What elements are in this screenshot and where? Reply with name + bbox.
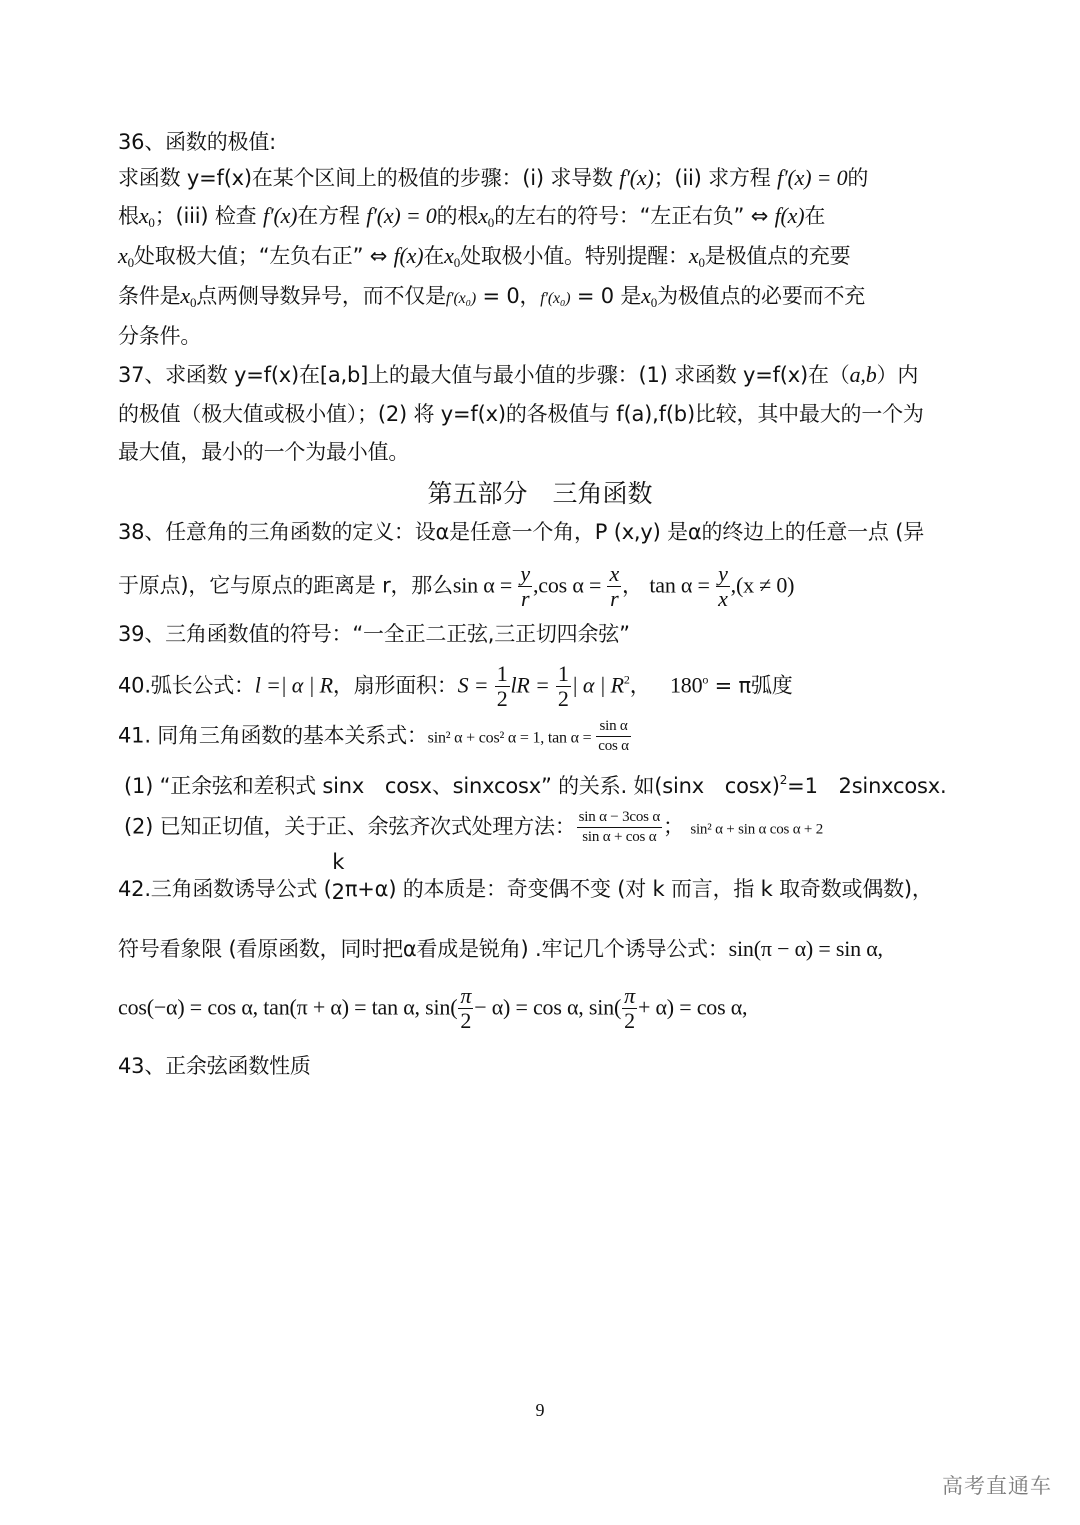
text-run: 39、三角函数值的符号：“一全正二正弦,三正切四余弦” bbox=[118, 622, 630, 646]
section-37-line-1 bbox=[118, 360, 918, 390]
text-run: 180 bbox=[669, 672, 703, 698]
section-36-heading bbox=[118, 127, 276, 157]
text-run: (1) “正余弦和差积式 sinx cosx、sinxcosx” 的关系. 如(sinx cosx) bbox=[124, 774, 780, 798]
text-run: tan α = bbox=[649, 572, 716, 598]
section-36-line-4 bbox=[118, 281, 865, 318]
section-42-line-1 bbox=[118, 850, 933, 907]
text-run: k bbox=[332, 850, 345, 874]
text-run: 2 bbox=[458, 1008, 473, 1033]
text-run: l =| α | R bbox=[254, 672, 333, 698]
section-36-line-5 bbox=[118, 321, 201, 351]
text-run: 根 bbox=[118, 204, 139, 228]
section-40 bbox=[118, 662, 793, 711]
text-run: ；(ii) 求方程 bbox=[653, 166, 778, 190]
text-run: x bbox=[718, 586, 728, 611]
section-41-point-1 bbox=[124, 765, 946, 801]
text-run: x bbox=[180, 283, 190, 308]
page-number: 9 bbox=[535, 1400, 545, 1420]
text-run: 的根 bbox=[436, 204, 479, 228]
text-run: ,cos α = bbox=[533, 572, 607, 598]
text-run: 0 bbox=[127, 255, 134, 270]
text-run: | α | R bbox=[571, 672, 624, 698]
text-run: ，扇形面积： bbox=[332, 673, 458, 698]
text-run: 40.弧长公式： bbox=[118, 673, 255, 698]
text-run: 的 bbox=[847, 166, 869, 190]
text-run: f′(x₀) bbox=[445, 290, 476, 307]
text-run: lR = bbox=[510, 672, 555, 698]
section-43-heading bbox=[118, 1051, 311, 1081]
fraction-y-over-r bbox=[518, 562, 532, 611]
text-run: =1 2sinxcosx. bbox=[787, 774, 947, 798]
text-run: 在方程 bbox=[297, 204, 367, 228]
part-title: 第五部分 三角函数 bbox=[427, 479, 653, 508]
text-run: 0 bbox=[698, 255, 705, 270]
text-run: x bbox=[609, 561, 620, 586]
watermark: 高考直通车 bbox=[942, 1474, 1052, 1498]
text-run: 分条件。 bbox=[118, 324, 202, 348]
fraction bbox=[622, 984, 637, 1033]
text-run: 41. 同角三角函数的基本关系式： bbox=[118, 723, 428, 748]
text-run: f′(x) = 0 bbox=[366, 203, 437, 228]
text-run: 处取极大值；“左负右正” bbox=[133, 244, 370, 268]
text-run: 0 bbox=[487, 215, 495, 230]
text-run: r bbox=[607, 586, 621, 611]
text-run: 2 bbox=[496, 686, 508, 711]
text-run: ， bbox=[622, 573, 643, 598]
text-run: 2 bbox=[623, 672, 630, 687]
text-run: 2 bbox=[779, 773, 788, 787]
text-run: 于原点)，它与原点的距离是 r，那么 bbox=[118, 573, 453, 598]
text-run: x bbox=[641, 283, 651, 308]
text-run: 在 bbox=[804, 204, 826, 228]
text-run: x bbox=[118, 243, 128, 268]
text-run: x bbox=[478, 203, 488, 228]
text-run: o bbox=[702, 672, 709, 687]
text-run: sin(π − α) = sin α, bbox=[728, 936, 883, 961]
section-39 bbox=[118, 619, 630, 649]
text-run: cos α bbox=[598, 738, 629, 754]
text-run: f′(x) bbox=[262, 203, 298, 228]
text-run: (2) 已知正切值，关于正、余弦齐次式处理方法： bbox=[124, 814, 576, 839]
section-38-line-2 bbox=[118, 562, 794, 611]
text-run: 的极值（极大值或极小值）；(2) 将 y=f(x)的各极值与 f(a),f(b)比较，其中最大的一个为 bbox=[118, 402, 924, 426]
text-run: y bbox=[520, 561, 530, 586]
section-41-point-2 bbox=[124, 808, 823, 847]
text-run: 最大值，最小的一个为最小值。 bbox=[118, 440, 410, 464]
text-run: x bbox=[688, 243, 699, 268]
section-36-line-2 bbox=[118, 201, 825, 238]
text-run: y bbox=[718, 561, 728, 586]
text-run: sin² α + cos² α = 1, tan α = bbox=[427, 729, 596, 747]
text-run: = π弧度 bbox=[708, 673, 793, 698]
fraction bbox=[577, 808, 662, 847]
section-42-line-2 bbox=[118, 934, 883, 964]
text-run: sin α − 3cos α bbox=[578, 809, 661, 825]
text-run: π bbox=[624, 983, 635, 1008]
text-run: ；(iii) 检查 bbox=[154, 204, 263, 228]
text-run: S = bbox=[457, 672, 494, 698]
text-run: = 0， bbox=[475, 284, 541, 308]
iff-symbol: ⇔ bbox=[750, 204, 769, 228]
fraction-y-over-x bbox=[716, 562, 730, 611]
text-run: a,b bbox=[849, 362, 877, 387]
text-run: 2 bbox=[331, 880, 345, 904]
text-run: π bbox=[460, 983, 472, 1008]
text-run: − α) = cos α, sin( bbox=[474, 994, 622, 1020]
text-run: 处取极小值。特别提醒： bbox=[460, 244, 689, 268]
section-36-line-1 bbox=[118, 163, 868, 193]
fraction bbox=[596, 717, 631, 756]
fraction-x-over-r bbox=[607, 562, 621, 611]
fraction bbox=[495, 662, 510, 711]
fraction bbox=[556, 662, 571, 711]
text-run: 1 bbox=[557, 661, 569, 686]
section-38-line-1 bbox=[118, 517, 924, 547]
section-42-line-3 bbox=[118, 984, 747, 1033]
text-run: sin α bbox=[599, 718, 628, 734]
section-37-line-3 bbox=[118, 437, 409, 467]
fraction-k-over-2 bbox=[331, 850, 345, 907]
text-run: ， bbox=[629, 673, 651, 698]
text-run: 在 bbox=[423, 244, 445, 268]
text-run: f(x) bbox=[393, 243, 424, 268]
text-run: 是极值点的充要 bbox=[704, 244, 851, 268]
text-run: 2 bbox=[622, 1008, 637, 1033]
text-run: ,(x ≠ 0) bbox=[730, 572, 795, 598]
section-41 bbox=[118, 717, 632, 756]
text-run: x bbox=[444, 243, 454, 268]
text-run: 符号看象限 (看原函数，同时把α看成是锐角) .牢记几个诱导公式： bbox=[118, 937, 729, 961]
text-run: 0 bbox=[189, 295, 197, 310]
text-run: ⇔ bbox=[369, 244, 388, 268]
section-36-line-3 bbox=[118, 241, 850, 278]
text-run: 0 bbox=[148, 215, 155, 230]
text-run: sin α + cos α bbox=[577, 827, 662, 847]
text-run: 36、函数的极值: bbox=[118, 130, 276, 154]
math-fprime-eq-0: f′(x) = 0 bbox=[777, 165, 848, 190]
text-run: f′(x₀) bbox=[540, 290, 571, 307]
text-run: 38、任意角的三角函数的定义：设α是任意一个角，P (x,y) 是α的终边上的任意一点 (异 bbox=[118, 520, 925, 544]
text-run: 1 bbox=[496, 661, 508, 686]
text-run: + α) = cos α, bbox=[637, 994, 748, 1020]
text-run: 0 bbox=[453, 255, 461, 270]
text-run: x bbox=[138, 203, 149, 228]
text-run: 42.三角函数诱导公式 ( bbox=[118, 877, 332, 901]
text-run: 点两侧导数异号，而不仅是 bbox=[196, 284, 446, 308]
text-run: f(x) bbox=[774, 203, 805, 228]
text-run: r bbox=[518, 586, 532, 611]
text-run: 的左右的符号：“左正右负” bbox=[494, 204, 751, 228]
text-run: sin α = bbox=[452, 572, 518, 598]
text-run: ）内 bbox=[876, 363, 919, 387]
text-run: 2 bbox=[557, 686, 569, 711]
section-37-line-2 bbox=[118, 399, 924, 429]
text-run: 0 bbox=[650, 295, 658, 310]
text-run: 求函数 y=f(x)在某个区间上的极值的步骤：(i) 求导数 bbox=[118, 166, 620, 190]
text-run: sin² α + sin α cos α + 2 bbox=[690, 821, 824, 838]
text-run: 43、正余弦函数性质 bbox=[118, 1054, 311, 1078]
text-run: = 0 是 bbox=[570, 284, 642, 308]
text-run: 为极值点的必要而不充 bbox=[657, 284, 866, 308]
text-run: 37、求函数 y=f(x)在[a,b]上的最大值与最小值的步骤：(1) 求函数 y=f(x)在（ bbox=[118, 363, 850, 387]
text-run: ； bbox=[663, 814, 684, 839]
text-run: π+α) 的本质是：奇变偶不变 (对 k 而言，指 k 取奇数或偶数)， bbox=[344, 877, 933, 901]
text-run: cos(−α) = cos α, tan(π + α) = tan α, sin( bbox=[118, 994, 458, 1020]
fraction bbox=[458, 984, 473, 1033]
math-fprime-x: f′(x) bbox=[619, 165, 654, 190]
text-run: 条件是 bbox=[118, 284, 181, 308]
